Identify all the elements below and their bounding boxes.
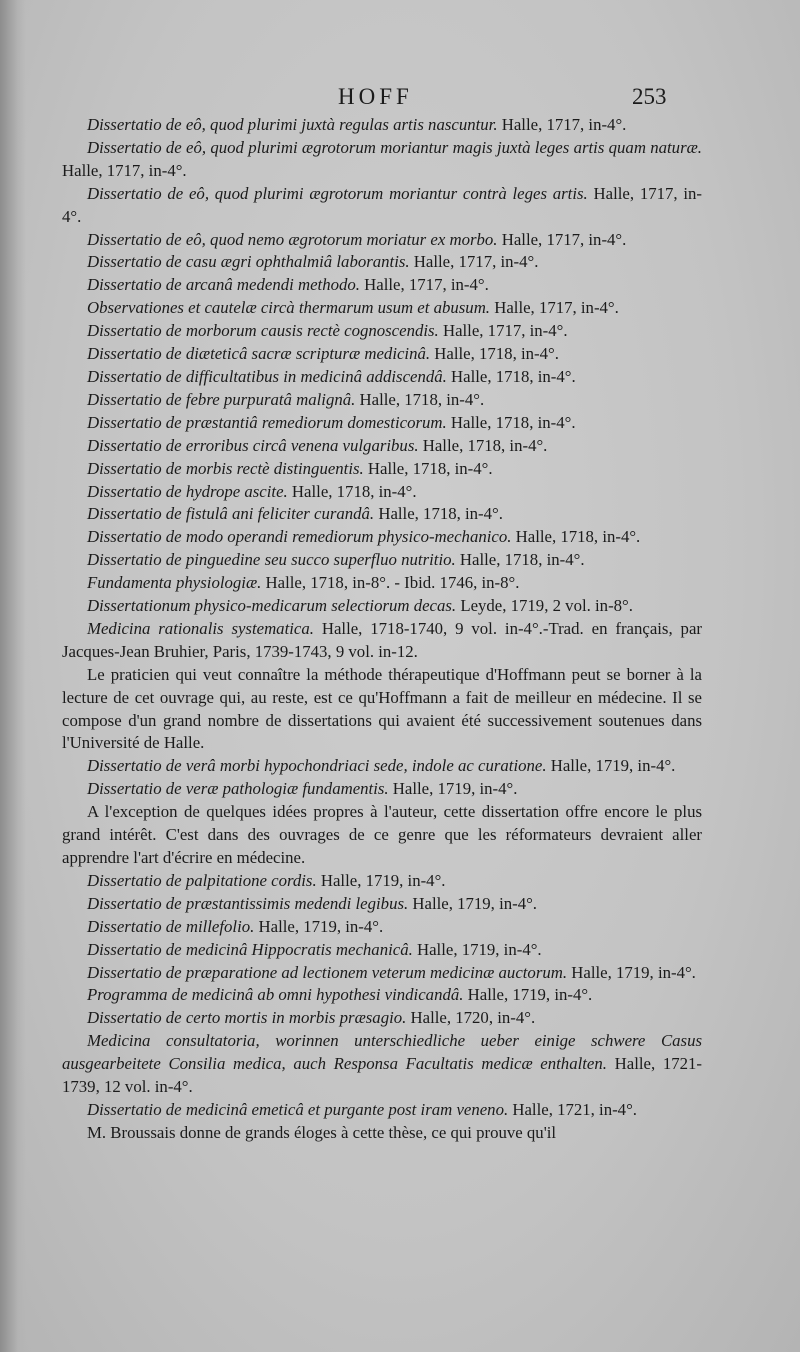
entry-title: Dissertatio de eô, quod nemo ægrotorum moriatur ex morbo. bbox=[87, 229, 498, 249]
entry-details: Halle, 1718, in-4°. bbox=[455, 550, 585, 570]
entry-title: Dissertatio de præparatione ad lectionem veterum medicinæ auctorum. bbox=[87, 962, 568, 982]
entry-title: Dissertatio de febre purpuratâ malignâ. bbox=[87, 389, 356, 409]
commentary-paragraph bbox=[62, 664, 702, 756]
bibliography-entry bbox=[62, 229, 702, 252]
entry-title: Dissertatio de millefolio. bbox=[87, 916, 255, 936]
entry-details: Halle, 1717, in-4°. bbox=[438, 321, 568, 341]
bibliography-entry bbox=[62, 137, 702, 183]
bibliography-entry bbox=[62, 1030, 702, 1099]
bibliography-entry bbox=[62, 320, 702, 343]
bibliography-entry bbox=[62, 297, 702, 320]
bibliography-entry bbox=[62, 458, 702, 481]
entry-details: M. Broussais donne de grands éloges à cette thèse, ce qui prouve qu'il bbox=[87, 1122, 557, 1142]
running-head bbox=[0, 84, 800, 116]
entry-title: Dissertatio de difficultatibus in medicinâ addiscendâ. bbox=[87, 366, 447, 386]
bibliography-entry bbox=[62, 893, 702, 916]
entry-details: Halle, 1718, in-4°. bbox=[363, 458, 493, 478]
entry-details: Halle, 1718, in-8°. - Ibid. 1746, in-8°. bbox=[261, 573, 520, 593]
bibliography-entry bbox=[62, 549, 702, 572]
entry-details: Halle, 1719, in-4°. bbox=[546, 756, 676, 776]
entry-details: Le praticien qui veut connaître la méthode thérapeutique d'Hoffmann peut se borner à la lecture de cet ouvrage qui, au reste, est ce qu'Hoffmann a fait de meilleur en médecine. Il se compose d'un grand nombre de dissertations qui avaient été successivement soutenues dans l'Université de Halle. bbox=[62, 664, 702, 753]
bibliography-entry bbox=[62, 984, 702, 1007]
bibliography-entry bbox=[62, 916, 702, 939]
commentary-paragraph bbox=[62, 801, 702, 870]
entry-details: Halle, 1719, in-4°. bbox=[463, 985, 593, 1005]
entry-details: Halle, 1717, in-4°. bbox=[497, 229, 627, 249]
entry-title: Dissertatio de modo operandi remediorum physico-mechanico. bbox=[87, 527, 512, 547]
page-gutter-shadow bbox=[0, 0, 26, 1352]
entry-details: A l'exception de quelques idées propres à l'auteur, cette dissertation offre encore le plus grand intérêt. C'est dans des ouvrages de ce genre que les réformateurs devraient aller apprendre l'art d'écrire en médecine. bbox=[62, 802, 702, 867]
bibliography-entry bbox=[62, 962, 702, 985]
entry-title: Dissertatio de morborum causis rectè cognoscendis. bbox=[87, 321, 439, 341]
entry-title: Dissertatio de palpitatione cordis. bbox=[87, 870, 317, 890]
entry-details: Leyde, 1719, 2 vol. in-8°. bbox=[456, 596, 633, 616]
entry-title: Dissertatio de arcanâ medendi methodo. bbox=[87, 275, 360, 295]
entry-title: Dissertatio de eô, quod plurimi ægrotorum moriantur contrà leges artis. bbox=[87, 183, 588, 203]
entry-details: Halle, 1718, in-4°. bbox=[511, 527, 641, 547]
bibliography-entry bbox=[62, 251, 702, 274]
bibliography-entry bbox=[62, 481, 702, 504]
entry-details: Halle, 1718, in-4°. bbox=[430, 344, 559, 364]
bibliography-entry bbox=[62, 503, 702, 526]
entry-details: Halle, 1717, in-4°. bbox=[409, 252, 539, 272]
entry-details: Halle, 1717, in-4°. bbox=[62, 183, 702, 226]
bibliography-entry bbox=[62, 366, 702, 389]
bibliography-entry bbox=[62, 1099, 702, 1122]
entry-title: Dissertatio de medicinâ Hippocratis mechanicâ. bbox=[87, 939, 413, 959]
entry-title: Dissertatio de morbis rectè distinguentis. bbox=[87, 458, 364, 478]
entry-title: Dissertatio de fistulâ ani feliciter curandâ. bbox=[87, 504, 375, 524]
entry-details: Halle, 1720, in-4°. bbox=[406, 1008, 536, 1028]
entry-details: Halle, 1718, in-4°. bbox=[418, 435, 548, 455]
bibliography-entry bbox=[62, 572, 702, 595]
entry-details: Halle, 1717, in-4°. bbox=[490, 298, 619, 318]
entry-details: Halle, 1719, in-4°. bbox=[412, 939, 542, 959]
bibliography-entry bbox=[62, 343, 702, 366]
entry-title: Dissertatio de eô, quod plurimi ægrotorum moriantur magis juxtà leges artis quam naturæ. bbox=[87, 137, 702, 157]
entry-details: Halle, 1718, in-4°. bbox=[287, 481, 417, 501]
bibliography-entry bbox=[62, 274, 702, 297]
entry-title: Dissertatio de casu ægri ophthalmiâ laborantis. bbox=[87, 252, 410, 272]
bibliography-list bbox=[62, 114, 702, 1145]
entry-title: Dissertatio de medicinâ emeticâ et purgante post iram veneno. bbox=[87, 1099, 509, 1119]
entry-details: Halle, 1718, in-4°. bbox=[355, 389, 485, 409]
entry-title: Dissertatio de certo mortis in morbis præsagio. bbox=[87, 1008, 407, 1028]
bibliography-entry bbox=[62, 526, 702, 549]
entry-title: Medicina consultatoria, worinnen unterschiedliche ueber einige schwere Casus ausgearbeitete Consilia medica, auch Responsa Facultatis medicæ enthalten. bbox=[62, 1031, 702, 1074]
entry-details: Halle, 1719, in-4°. bbox=[388, 779, 518, 799]
bibliography-entry bbox=[62, 778, 702, 801]
entry-title: Dissertatio de veræ pathologiæ fundamentis. bbox=[87, 779, 389, 799]
bibliography-entry bbox=[62, 618, 702, 664]
entry-title: Dissertatio de diæteticâ sacræ scripturæ medicinâ. bbox=[87, 344, 431, 364]
entry-title: Dissertatio de eô, quod plurimi juxtà regulas artis nascuntur. bbox=[87, 115, 498, 134]
entry-title: Dissertatio de hydrope ascite. bbox=[87, 481, 288, 501]
entry-title: Dissertatio de præstantissimis medendi legibus. bbox=[87, 893, 409, 913]
entry-details: Halle, 1717, in-4°. bbox=[62, 160, 187, 180]
commentary-paragraph bbox=[62, 1122, 702, 1145]
entry-title: Dissertationum physico-medicarum selectiorum decas. bbox=[87, 596, 457, 616]
entry-details: Halle, 1717, in-4°. bbox=[359, 275, 489, 295]
entry-details: Halle, 1719, in-4°. bbox=[316, 870, 446, 890]
entry-title: Dissertatio de pinguedine seu succo superfluo nutritio. bbox=[87, 550, 456, 570]
running-title: HOFF bbox=[338, 84, 413, 109]
entry-title: Dissertatio de præstantiâ remediorum domesticorum. bbox=[87, 412, 447, 432]
entry-title: Dissertatio de verâ morbi hypochondriaci sede, indole ac curatione. bbox=[87, 756, 547, 776]
entry-details: Halle, 1719, in-4°. bbox=[408, 893, 538, 913]
page-number: 253 bbox=[632, 84, 667, 109]
entry-title: Dissertatio de erroribus circâ venena vulgaribus. bbox=[87, 435, 419, 455]
bibliography-entry bbox=[62, 870, 702, 893]
entry-details: Halle, 1718, in-4°. bbox=[446, 412, 576, 432]
entry-details: Halle, 1721-1739, 12 vol. in-4°. bbox=[62, 1054, 702, 1097]
bibliography-entry bbox=[62, 389, 702, 412]
bibliography-entry bbox=[62, 435, 702, 458]
entry-title: Programma de medicinâ ab omni hypothesi vindicandâ. bbox=[87, 985, 464, 1005]
bibliography-entry bbox=[62, 183, 702, 229]
bibliography-entry bbox=[62, 939, 702, 962]
entry-details: Halle, 1719, in-4°. bbox=[567, 962, 696, 982]
entry-details: Halle, 1718, in-4°. bbox=[374, 504, 503, 524]
bibliography-entry bbox=[62, 412, 702, 435]
entry-title: Medicina rationalis systematica. bbox=[87, 618, 314, 638]
bibliography-entry bbox=[62, 1007, 702, 1030]
bibliography-entry bbox=[62, 755, 702, 778]
entry-details: Halle, 1717, in-4°. bbox=[497, 115, 627, 134]
bibliography-entry bbox=[62, 595, 702, 618]
entry-details: Halle, 1718-1740, 9 vol. in-4°.-Trad. en français, par Jacques-Jean Bruhier, Paris, 1739-1743, 9 vol. in-12. bbox=[62, 618, 702, 661]
entry-details: Halle, 1719, in-4°. bbox=[254, 916, 384, 936]
entry-title: Observationes et cautelæ circà thermarum usum et abusum. bbox=[87, 298, 491, 318]
entry-details: Halle, 1718, in-4°. bbox=[446, 366, 576, 386]
bibliography-entry bbox=[62, 114, 702, 137]
entry-details: Halle, 1721, in-4°. bbox=[508, 1099, 637, 1119]
entry-title: Fundamenta physiologiæ. bbox=[87, 573, 262, 593]
